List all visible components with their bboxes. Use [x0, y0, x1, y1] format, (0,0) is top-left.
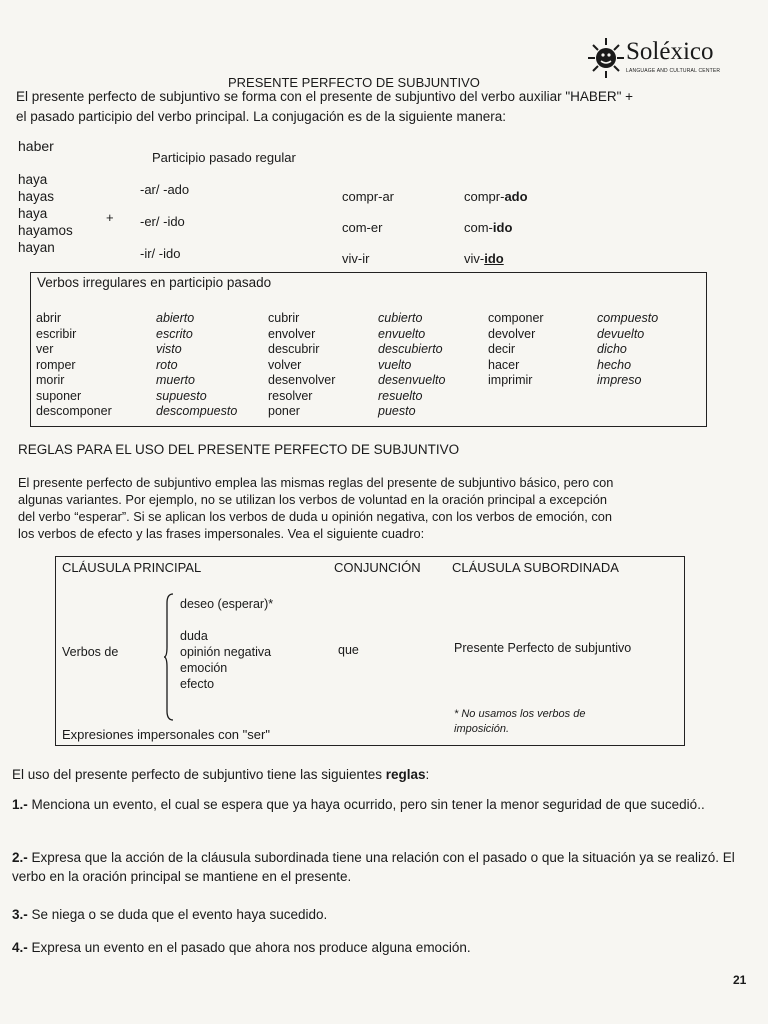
rule-text: Expresa que la acción de la cláusula subordinada tiene una relación con el pasado o que la situación ya se realizó. El verbo en la oración principal se mantiene en el presente. [12, 850, 735, 884]
participle-stem: viv- [464, 251, 485, 266]
participle: compuesto [597, 311, 659, 325]
participle: abierto [156, 311, 195, 325]
haber-label: haber [18, 138, 54, 154]
header-conjunction: CONJUNCIÓN [334, 560, 421, 575]
verb: ver [36, 342, 54, 356]
clause-item: emoción [180, 661, 228, 675]
rules-lead [12, 765, 752, 784]
rules-heading: REGLAS PARA EL USO DEL PRESENTE PERFECTO DE SUBJUNTIVO [18, 442, 460, 457]
participle: envuelto [378, 326, 426, 341]
participle: vuelto [378, 357, 412, 372]
participle-ending: ido [492, 220, 513, 235]
participle: descubierto [378, 342, 443, 356]
page-title: PRESENTE PERFECTO DE SUBJUNTIVO [228, 75, 480, 90]
rule-number: 1.- [12, 797, 28, 812]
clause-item: efecto [180, 677, 215, 691]
participle-stem: com- [464, 220, 493, 235]
verb: desenvolver [268, 373, 336, 387]
verb: suponer [36, 388, 82, 403]
verb: devolver [488, 326, 536, 341]
example-infinitive: com-er [342, 220, 383, 235]
rule-item [12, 938, 752, 957]
example-participle [464, 251, 504, 266]
verb: escribir [36, 326, 77, 341]
logo-brand: Soléxico [626, 38, 714, 65]
participle-ending: ado [504, 189, 528, 204]
plus-sign: + [106, 210, 114, 225]
header-main-clause: CLÁUSULA PRINCIPAL [62, 560, 202, 575]
rule-item [12, 848, 752, 886]
intro-line-1: El presente perfecto de subjuntivo se forma con el presente de subjuntivo del verbo auxiliar "HABER" + [16, 89, 634, 104]
ending-er: -er/ -ido [140, 214, 185, 229]
rule-item [12, 795, 752, 814]
verb: imprimir [488, 373, 533, 387]
irregular-col-participles-1 [156, 311, 237, 420]
clause-item: duda [180, 629, 208, 643]
haber-form: hayan [18, 240, 55, 255]
rules-lead-text: El uso del presente perfecto de subjuntivo tiene las siguientes [12, 767, 386, 782]
rule-number: 4.- [12, 940, 28, 955]
irregular-col-infinitives-2 [268, 311, 335, 420]
impersonal-expressions: Expresiones impersonales con "ser" [62, 727, 270, 742]
irregular-col-participles-2 [378, 311, 445, 420]
verb: cubrir [268, 311, 300, 325]
rule-number: 3.- [12, 907, 28, 922]
rules-lead-bold: reglas [385, 767, 426, 782]
verb: decir [488, 342, 516, 356]
verb: envolver [268, 326, 316, 341]
paragraph-line: del verbo “esperar”. Si se aplican los verbos de duda u opinión negativa, con los verbos de emoción, con [18, 509, 612, 524]
participle: impreso [597, 373, 642, 387]
irregular-heading: Verbos irregulares en participio pasado [37, 275, 272, 290]
example-participle [464, 220, 512, 235]
clause-item: deseo (esperar)* [180, 597, 274, 611]
note-line: * No usamos los verbos de [454, 708, 586, 720]
participle-stem: compr- [464, 189, 505, 204]
verb: resolver [268, 388, 313, 403]
rule-text: Se niega o se duda que el evento haya sucedido. [27, 907, 328, 922]
irregular-col-infinitives-1 [36, 311, 112, 420]
imposition-note [454, 707, 585, 737]
participle: descompuesto [156, 404, 238, 418]
rules-intro-paragraph [18, 474, 728, 542]
haber-form: haya [18, 172, 48, 187]
solexico-logo [586, 36, 726, 80]
verb: volver [268, 357, 302, 372]
verb: descomponer [36, 404, 112, 418]
curly-brace-icon [164, 593, 174, 721]
verb: componer [488, 311, 544, 325]
intro-line-2: el pasado participio del verbo principal. La conjugación es de la siguiente manera: [16, 109, 507, 124]
haber-form: haya [18, 206, 48, 221]
example-participle [464, 189, 528, 204]
irregular-col-infinitives-3 [488, 311, 544, 389]
participle: roto [156, 357, 178, 372]
verb: morir [36, 373, 65, 387]
rules-lead-end: : [425, 767, 430, 782]
rule-text: Menciona un evento, el cual se espera que ya haya ocurrido, pero sin tener la menor seguridad de que sucedió.. [27, 797, 705, 812]
clause-item: opinión negativa [180, 645, 272, 659]
rule-number: 2.- [12, 850, 28, 865]
paragraph-line: algunas variantes. Por ejemplo, no se utilizan los verbos de voluntad en la oración principal a excepción [18, 492, 608, 507]
ending-ir: -ir/ -ido [140, 246, 181, 261]
haber-form: hayas [18, 189, 55, 204]
page-number: 21 [733, 973, 747, 987]
example-infinitive: compr-ar [342, 189, 395, 204]
participle: puesto [378, 404, 416, 418]
ending-ar: -ar/ -ado [140, 182, 190, 197]
subordinate-result: Presente Perfecto de subjuntivo [454, 641, 632, 655]
example-infinitive: viv-ir [342, 251, 370, 266]
participle: visto [156, 342, 182, 356]
verbos-de-label: Verbos de [62, 645, 119, 659]
irregular-participles-box [30, 272, 707, 427]
participle: supuesto [156, 388, 207, 403]
header-subordinate-clause: CLÁUSULA SUBORDINADA [452, 560, 619, 575]
participle-heading: Participio pasado regular [152, 150, 296, 165]
participle: hecho [597, 357, 632, 372]
irregular-col-participles-3 [597, 311, 658, 389]
verb: descubrir [268, 342, 320, 356]
logo-tagline: LANGUAGE AND CULTURAL CENTER [626, 68, 721, 74]
paragraph-line: los verbos de efecto y las frases impersonales. Vea el siguiente cuadro: [18, 526, 425, 541]
rule-text: Expresa un evento en el pasado que ahora nos produce alguna emoción. [27, 940, 471, 955]
verb: abrir [36, 311, 62, 325]
participle: resuelto [378, 388, 423, 403]
participle: cubierto [378, 311, 423, 325]
participle: dicho [597, 342, 627, 356]
rule-item [12, 905, 752, 924]
clause-table [55, 556, 685, 746]
sun-face-icon [586, 36, 626, 80]
participle-ending: ido [484, 251, 504, 266]
verb: poner [268, 404, 300, 418]
note-line: imposición. [454, 723, 510, 735]
haber-form: hayamos [18, 223, 73, 238]
participle: muerto [156, 373, 195, 387]
conjunction-que: que [338, 643, 359, 657]
participle: devuelto [597, 326, 645, 341]
verb: hacer [488, 357, 520, 372]
participle: escrito [156, 326, 193, 341]
participle: desenvuelto [378, 373, 446, 387]
paragraph-line: El presente perfecto de subjuntivo emplea las mismas reglas del presente de subjuntivo básico, pero con [18, 475, 614, 490]
verb: romper [36, 357, 76, 372]
